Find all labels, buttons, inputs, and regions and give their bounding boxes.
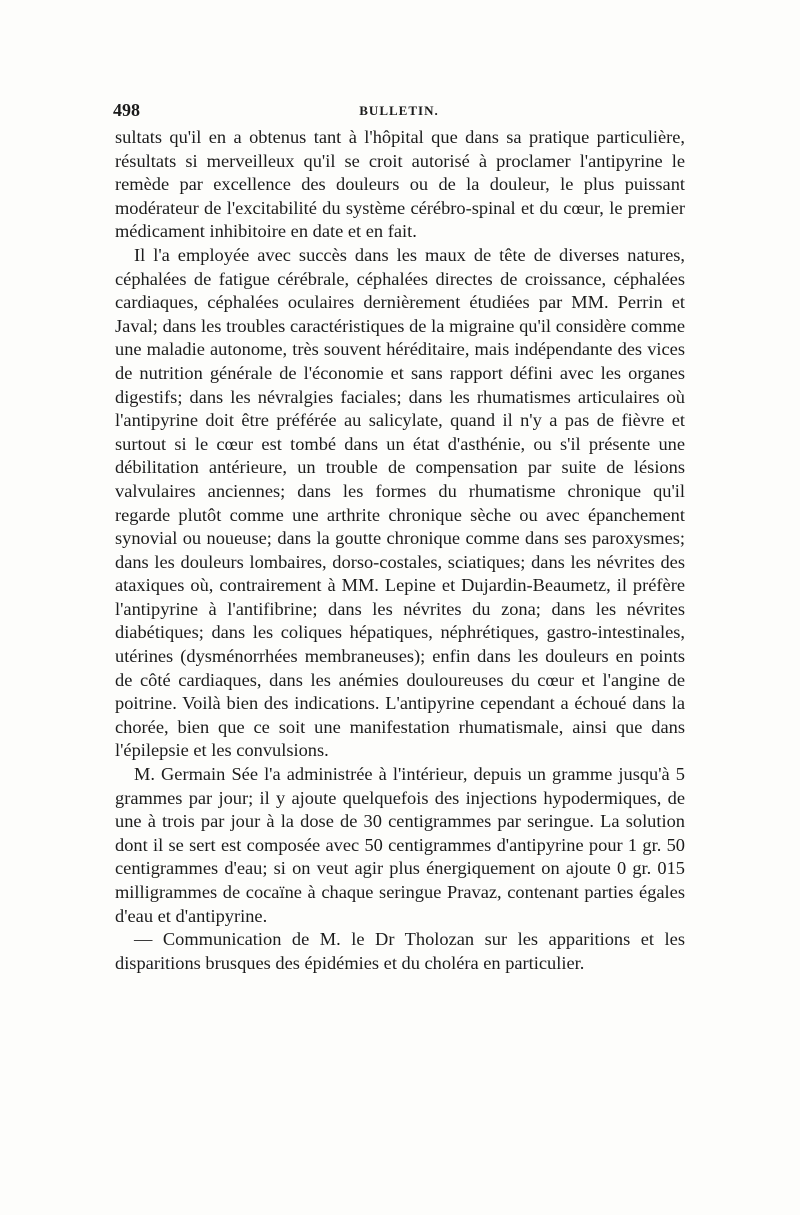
page-header — [113, 100, 685, 124]
running-title: BULLETIN. — [359, 103, 439, 118]
paragraph-administration: M. Germain Sée l'a administrée à l'intérieur, depuis un gramme jusqu'à 5 grammes par jour; il y ajoute quelquefois des injections hypodermiques, de une à trois par jour à la dose de 30 centigrammes par seringue. La solution dont il se sert est composée avec 50 centigrammes d'antipyrine pour 1 gr. 50 centigrammes d'eau; si on veut agir plus énergiquement on ajoute 0 gr. 015 milligrammes de cocaïne à chaque seringue Pravaz, contenant parties égales d'eau et d'antipyrine. — [115, 764, 685, 926]
paragraph-continuation: sultats qu'il en a obtenus tant à l'hôpital que dans sa pratique particulière, résultats si merveilleux qu'il se croit autorisé à proclamer l'antipyrine le remède par excellence des douleurs ou de la douleur, le plus puissant modérateur de l'excitabilité du système cérébro-spinal et du cœur, le premier médicament inhibitoire en date et en fait. — [115, 127, 685, 242]
body-text — [115, 126, 685, 975]
paragraph-communication: — Communication de M. le Dr Tholozan sur les apparitions et les disparitions brusques des épidémies et du choléra en particulier. — [115, 929, 685, 973]
paragraph-indications: Il l'a employée avec succès dans les maux de tête de diverses natures, céphalées de fatigue cérébrale, céphalées directes de croissance, céphalées cardiaques, céphalées oculaires dernièrement étudiées par MM. Perrin et Javal; dans les troubles caractéristiques de la migraine qu'il considère comme une maladie autonome, très souvent héréditaire, mais indépendante des vices de nutrition générale de l'économie et sans rapport défini avec les organes digestifs; dans les névralgies faciales; dans les rhumatismes articulaires où l'antipyrine doit être préférée au salicylate, quand il n'y a pas de fièvre et surtout si le cœur est tombé dans un état d'asthénie, ou s'il présente une débilitation antérieure, un trouble de compensation par suite de lésions valvulaires anciennes; dans les formes du rhumatisme chronique qu'il regarde plutôt comme une arthrite chronique sèche ou avec épanchement synovial ou noueuse; dans la goutte chronique comme dans ses paroxysmes; dans les douleurs lombaires, dorso-costales, sciatiques; dans les névrites des ataxiques où, contrairement à MM. Lepine et Dujardin-Beaumetz, il préfère l'antipyrine à l'antifibrine; dans les névrites du zona; dans les névrites diabétiques; dans les coliques hépatiques, néphrétiques, gastro-intestinales, utérines (dysménorrhées membraneuses); enfin dans les douleurs en points de côté cardiaques, dans les anémies douloureuses du cœur et l'angine de poitrine. Voilà bien des indications. L'antipyrine cependant a échoué dans la chorée, bien que ce soit une manifestation rhumatismale, ainsi que dans l'épilepsie et les convulsions. — [115, 244, 685, 761]
page-number: 498 — [113, 100, 140, 120]
